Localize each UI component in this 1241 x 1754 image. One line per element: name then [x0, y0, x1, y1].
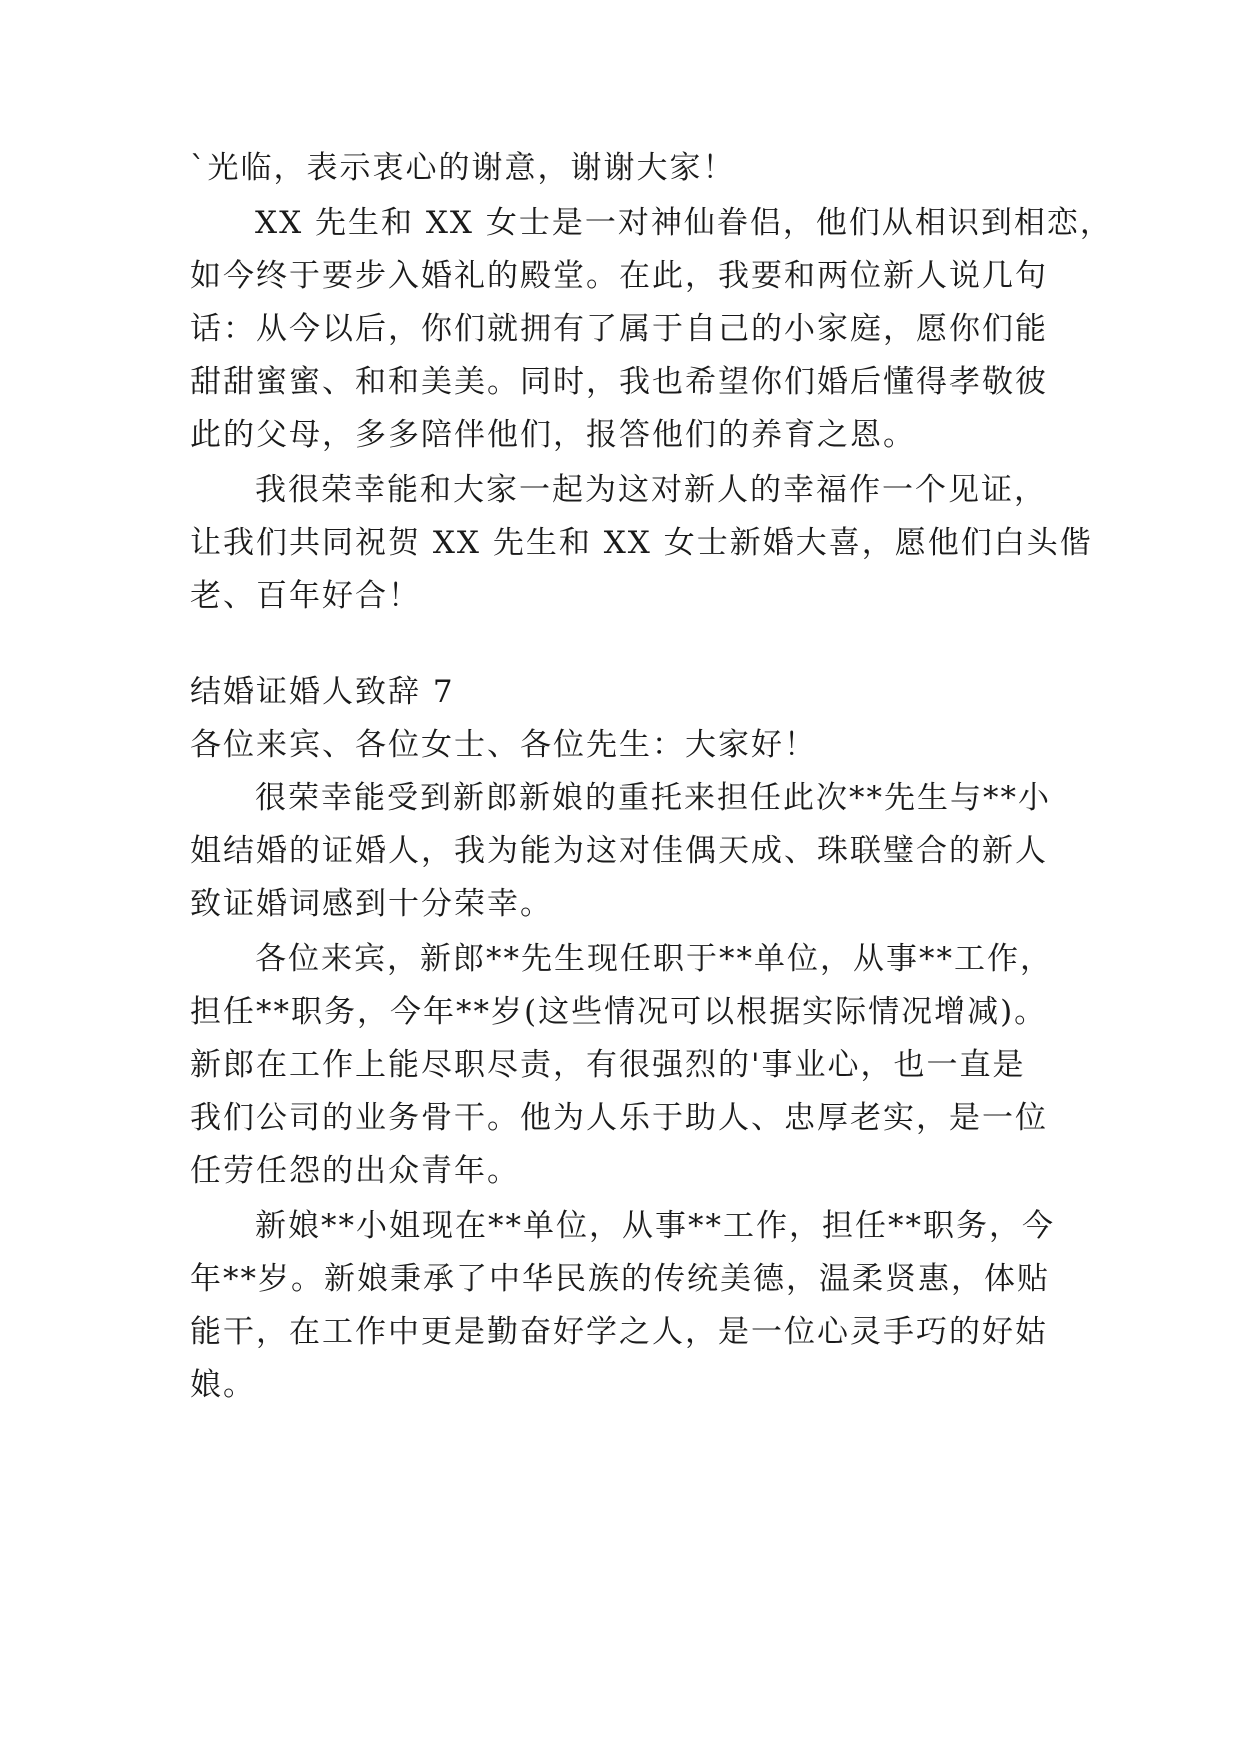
text-line: 我们公司的业务骨干。他为人乐于助人、忠厚老实，是一位 — [190, 1100, 1048, 1136]
text-line: 任劳任怨的出众青年。 — [190, 1153, 520, 1189]
text-line: 致证婚词感到十分荣幸。 — [190, 886, 553, 922]
text-line: 娘。 — [190, 1367, 256, 1403]
text-line: 能干，在工作中更是勤奋好学之人，是一位心灵手巧的好姑 — [190, 1314, 1048, 1350]
text-line: 老、百年好合！ — [190, 578, 421, 614]
paragraph-first-line: 我很荣幸能和大家一起为这对新人的幸福作一个见证， — [255, 472, 1047, 508]
text-line: 年**岁。新娘秉承了中华民族的传统美德，温柔贤惠，体贴 — [190, 1261, 1050, 1297]
text-line: 新郎在工作上能尽职尽责，有很强烈的'事业心，也一直是 — [190, 1047, 1026, 1083]
text-line: 姐结婚的证婚人，我为能为这对佳偶天成、珠联璧合的新人 — [190, 833, 1048, 869]
text-line: `光临，表示衷心的谢意，谢谢大家！ — [190, 150, 736, 186]
text-line: 话：从今以后，你们就拥有了属于自己的小家庭，愿你们能 — [190, 311, 1048, 347]
paragraph-first-line: 很荣幸能受到新郎新娘的重托来担任此次**先生与**小 — [255, 780, 1051, 816]
text-line: 如今终于要步入婚礼的殿堂。在此，我要和两位新人说几句 — [190, 258, 1048, 294]
text-line: 担任**职务，今年**岁(这些情况可以根据实际情况增减)。 — [190, 994, 1048, 1030]
section-title: 结婚证婚人致辞 7 — [190, 674, 455, 710]
paragraph-first-line: 各位来宾，新郎**先生现任职于**单位，从事**工作， — [255, 941, 1053, 977]
paragraph-first-line: 新娘**小姐现在**单位，从事**工作，担任**职务，今 — [255, 1208, 1055, 1244]
text-line: 让我们共同祝贺 XX 先生和 XX 女士新婚大喜，愿他们白头偕 — [190, 525, 1093, 561]
text-line: 甜甜蜜蜜、和和美美。同时，我也希望你们婚后懂得孝敬彼 — [190, 364, 1048, 400]
greeting-line: 各位来宾、各位女士、各位先生：大家好！ — [190, 727, 817, 763]
text-line: 此的父母，多多陪伴他们，报答他们的养育之恩。 — [190, 417, 916, 453]
paragraph-first-line: XX 先生和 XX 女士是一对神仙眷侣，他们从相识到相恋， — [255, 205, 1113, 241]
